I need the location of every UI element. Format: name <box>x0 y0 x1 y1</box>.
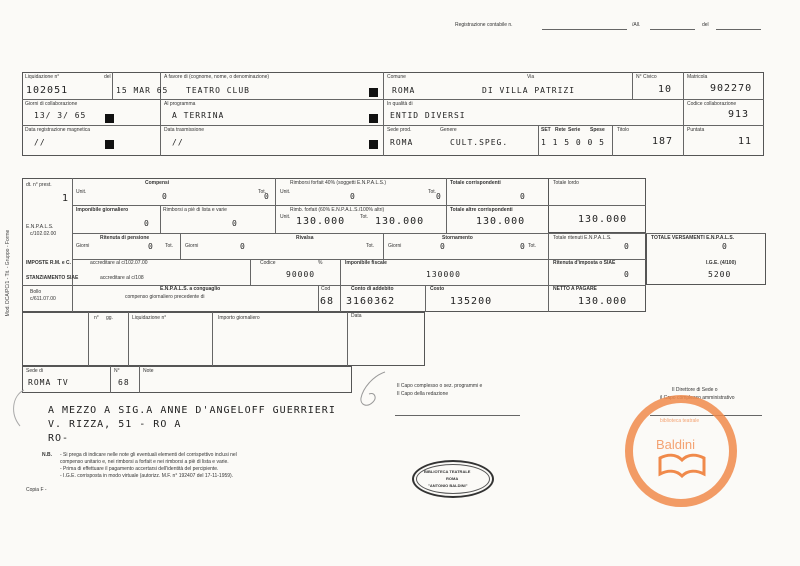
genere-value: CULT.SPEG. <box>450 138 509 147</box>
compensi-label: Compensi <box>145 180 170 186</box>
redaction-mark <box>105 140 114 149</box>
rimb-forf-unit: 130.000 <box>296 216 346 227</box>
rit-giorni-value: 0 <box>148 242 154 251</box>
gg-label: gg. <box>106 315 113 321</box>
trasm-value: // <box>172 138 184 147</box>
civico-value: 10 <box>658 84 673 95</box>
matricola-label: Matricola <box>687 74 708 80</box>
enpals-label: E.N.P.A.L.S. <box>26 224 54 230</box>
favore-label: A favore di (cognome, nome, o denominazione) <box>164 74 270 80</box>
perc-label: % <box>318 260 323 266</box>
sto-giorni-value: 0 <box>440 242 446 251</box>
storno-label: Stornamento <box>442 235 473 241</box>
tot-rit-value: 0 <box>624 242 630 251</box>
stamp-line-2: ROMA <box>446 476 459 481</box>
puntata-value: 11 <box>738 136 753 147</box>
note-label: Note <box>143 368 154 374</box>
all-label: /All. <box>632 22 641 28</box>
sede-row <box>22 366 352 393</box>
totale-lordo-value: 130.000 <box>578 214 628 225</box>
cod-label: Cod <box>321 286 331 292</box>
comp-tot-label: Tot. <box>258 189 267 195</box>
conto-label: Conto di addebito <box>351 286 394 292</box>
stamp-line-3: "ANTONIO BALDINI" <box>428 483 468 488</box>
watermark-top-text: biblioteca teatrale <box>660 418 700 424</box>
small-label-spese: Spese <box>590 127 605 133</box>
riv-giorni-label: Giorni <box>185 243 199 249</box>
redaction-mark <box>369 88 378 97</box>
programma-value: A TERRINA <box>172 111 225 120</box>
storno-value: 0 <box>520 242 526 251</box>
copia-label: Copia F - <box>26 487 47 493</box>
rimb-tot-label: Tot. <box>428 189 437 195</box>
rimborsi-label: Rimborsi forfait 40% (soggetti E.N.P.A.L.S.) <box>290 180 387 186</box>
netto-label: NETTO A PAGARE <box>553 286 597 292</box>
imponibile-fiscale-label: Imponibile fiscale <box>345 260 387 266</box>
side-form-code: Mod. DCA/PC/1 - Tit. - Gruppo - Forme <box>5 229 11 317</box>
via-label: Via <box>527 74 535 80</box>
sto-giorni-label: Giorni <box>388 243 402 249</box>
codice-label: Codice <box>260 260 276 266</box>
capo-label-2: Il Capo della redazione <box>397 391 449 397</box>
small-label-rete: Rete <box>555 127 566 133</box>
riv-tot-label: Tot. <box>366 243 375 249</box>
pencil-bracket-icon <box>6 388 30 428</box>
rimb-forf-label: Rimb. forfait (60% E.N.P.A.L.S./100% altri) <box>290 207 385 213</box>
bollo-label: Bollo <box>30 289 42 295</box>
qualita-label: In qualità di <box>387 101 413 107</box>
imposte-label: IMPOSTE R.M. e C. <box>26 260 72 266</box>
comune-value: ROMA <box>392 86 416 95</box>
totale-altri-value: 130.000 <box>476 216 526 227</box>
n-label: n° <box>94 315 99 321</box>
note-line-1: - Si prega di indicare nelle note gli eventuali elementi del corrispettivo inclusi nel <box>60 452 237 458</box>
stamp-line-1: BIBLIOTECA TEATRALE <box>424 469 471 474</box>
reg-mag-label: Data registrazione magnetica <box>25 127 91 133</box>
direttore-label-2: il Capo complesso amministrativo <box>660 395 735 401</box>
reg-mag-value: // <box>34 138 46 147</box>
comp-unit-label: Unit. <box>76 189 87 195</box>
note-line-2: compenso unitario e, nei rimborsi a forfait e nei rimborsi a piè di lista e varie. <box>60 459 229 465</box>
direttore-label: Il Direttore di Sede o <box>672 387 718 393</box>
programma-label: Al programma <box>164 101 196 107</box>
giorni-label: Giorni di collaborazione <box>25 101 78 107</box>
via-value: DI VILLA PATRIZI <box>482 86 576 95</box>
ritenuta-pens-label: Ritenuta di pensione <box>100 235 150 241</box>
book-icon <box>656 452 708 478</box>
address-line-1: A MEZZO A SIG.A ANNE D'ANGELOFF GUERRIERI <box>48 405 336 416</box>
totale-corr-value: 0 <box>520 192 526 201</box>
redaction-mark <box>369 114 378 123</box>
rimborsi-piedi-label: Rimborsi a piè di lista e varie <box>163 207 227 213</box>
rit-giorni-label: Giorni <box>76 243 90 249</box>
riv-giorni-value: 0 <box>240 242 246 251</box>
small-label-serie: Serie <box>568 127 581 133</box>
redaction-mark <box>105 114 114 123</box>
titolo-value: 187 <box>652 136 674 147</box>
perc-value: 90000 <box>286 270 316 279</box>
note-line-4: - I.G.E. corrisposta in modo virtuale (autorizz. M.F. n° 192407 del 17-11-1959). <box>60 473 234 479</box>
tot-rit-label: Totale ritenuti E.N.P.A.L.S. <box>553 235 612 241</box>
rimb-unit-value: 0 <box>350 192 356 201</box>
rimb-tot-value: 0 <box>436 192 442 201</box>
sede-label: Sede di <box>26 368 43 374</box>
codice-collab-label: Codice collaborazione <box>687 101 737 107</box>
pencil-mark-icon <box>355 368 395 413</box>
enpals-cong-sub: compenso giornaliero precedente di <box>125 294 205 300</box>
del-label: del <box>104 74 111 80</box>
ige-value: 5200 <box>708 270 732 279</box>
totale-altri-label: Totale altre corrispondenti <box>450 207 513 213</box>
note-line-3: - Prima di effettuare il pagamento accertarsi dell'identità del percipiente. <box>60 466 219 472</box>
stanz-label: STANZIAMENTO SIAE <box>26 275 79 281</box>
bollo-code: c/611.07.00 <box>30 296 56 302</box>
codice-collab-value: 913 <box>728 109 750 120</box>
redaction-mark <box>369 140 378 149</box>
small-label-set: SET <box>541 127 551 133</box>
watermark-text: Baldini <box>656 437 696 452</box>
del-label-top: del <box>702 22 709 28</box>
rimb-unit-label: Unit. <box>280 189 291 195</box>
stanz-code: accreditare al c/108 <box>100 275 144 281</box>
rimb-forf-tot-label: Tot. <box>360 214 369 220</box>
liquidazione-label: Liquidazione n° <box>25 74 60 80</box>
liquidazione-value: 102051 <box>26 85 69 96</box>
comp-unit-value: 0 <box>162 192 168 201</box>
sede-prod-label: Sede prod. <box>387 127 412 133</box>
sto-tot-label: Tot. <box>528 243 537 249</box>
enpals-cong-label: E.N.P.A.L.S. a conguaglio <box>160 286 221 292</box>
address-line-3: RO- <box>48 433 70 444</box>
civico-label: N° Civico <box>636 74 657 80</box>
netto-value: 130.000 <box>578 296 628 307</box>
enpals-code: c/102.02.00 <box>30 231 57 237</box>
tot-vers-label: TOTALE VERSAMENTI E.N.P.A.L.S. <box>651 235 735 241</box>
comune-label: Comune <box>387 74 406 80</box>
rivalsa-label: Rivalsa <box>296 235 314 241</box>
imponibile-label: Imponibile giornaliero <box>76 207 129 213</box>
rimb-forf-unit-label: Unit. <box>280 214 291 220</box>
importo-label: Importo giornaliero <box>218 315 260 321</box>
sede-value: ROMA TV <box>28 378 69 387</box>
comp-tot-value: 0 <box>264 192 270 201</box>
del-value: 15 MAR 65 <box>116 86 169 95</box>
sede-n-value: 68 <box>118 378 130 387</box>
puntata-label: Puntata <box>687 127 705 133</box>
giorni-value: 13/ 3/ 65 <box>34 111 87 120</box>
rimborsi-piedi-value: 0 <box>232 219 238 228</box>
costo-value: 135200 <box>450 296 493 307</box>
totale-corr-label: Totale corrispondenti <box>450 180 501 186</box>
sede-n-label: N° <box>114 368 120 374</box>
prest-value: 1 <box>62 193 70 204</box>
imposte-code: accreditare al c/102.07.00 <box>90 260 148 266</box>
imponibile-fiscale-value: 130000 <box>426 270 461 279</box>
ritenuta-siae-value: 0 <box>624 270 630 279</box>
conto-value: 3160362 <box>346 296 396 307</box>
costo-label: Costo <box>430 286 445 292</box>
qualita-value: ENTID DIVERSI <box>390 111 466 120</box>
rimb-forf-tot: 130.000 <box>375 216 425 227</box>
imponibile-value: 0 <box>144 219 150 228</box>
sede-prod-value: ROMA <box>390 138 414 147</box>
registrazione-label: Registrazione contabile n. <box>455 22 513 28</box>
matricola-value: 902270 <box>710 83 753 94</box>
small-values: 1 1 5 0 0 5 <box>541 138 605 147</box>
data-label: Data <box>351 313 362 319</box>
address-line-2: V. RIZZA, 51 - RO A <box>48 419 182 430</box>
ige-label: I.G.E. (4/100) <box>706 260 737 266</box>
ritenuta-siae-label: Ritenuta d'imposta o SIAE <box>553 260 616 266</box>
cod-value: 68 <box>320 296 335 307</box>
genere-label: Genere <box>440 127 457 133</box>
prest-label: dt. n° prest. <box>26 182 52 188</box>
tot-vers-value: 0 <box>722 242 728 251</box>
rit-tot-label: Tot. <box>165 243 174 249</box>
nb-label: N.B. <box>42 452 52 458</box>
liq-label: Liquidazione n° <box>132 315 167 321</box>
capo-label: Il Capo complesso o sez. programmi e <box>397 383 483 389</box>
totale-lordo-label: Totale lordo <box>553 180 579 186</box>
titolo-label: Titolo <box>617 127 630 133</box>
favore-value: TEATRO CLUB <box>186 86 250 95</box>
trasm-label: Data trasmissione <box>164 127 205 133</box>
